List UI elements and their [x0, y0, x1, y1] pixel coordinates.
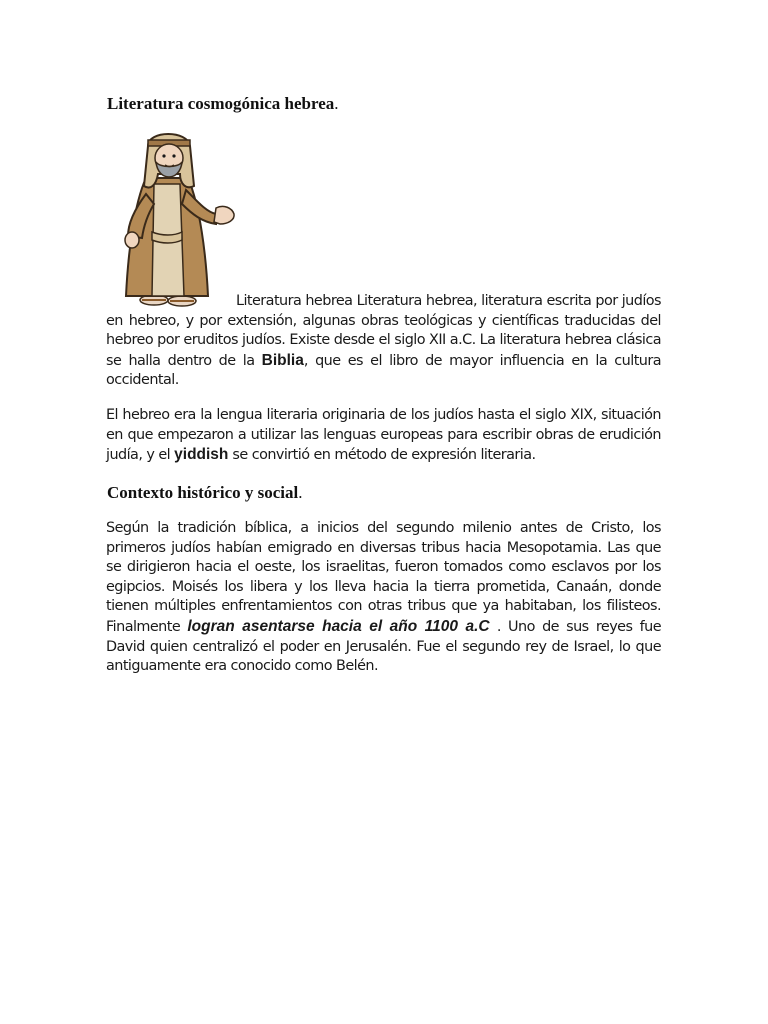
- section-heading-period: .: [334, 94, 339, 113]
- hebrew-man-illustration-icon: [116, 124, 240, 310]
- bold-italic-phrase: logran asentarse hacia el año 1100 a.C: [187, 617, 490, 635]
- paragraph-hebreo-lengua: [106, 406, 661, 466]
- section-heading-literatura: [107, 94, 339, 114]
- section-heading-period: .: [298, 483, 303, 502]
- paragraph-text: Literatura hebrea Literatura hebrea, literatura escrita por judíos en hebreo, y por extensión, algunas obras teológicas y científicas traducidas del hebreo por eruditos judíos. Existe desde el siglo XII a.C. La literatura hebrea clásica se halla dentro de la: [106, 293, 661, 369]
- paragraph-text: El hebreo era la lengua literaria originaria de los judíos hasta el siglo XIX, situación en que empezaron a utilizar las lenguas europeas para escribir obras de erudición judía, y el: [106, 407, 661, 464]
- paragraph-text: . Uno de sus reyes fue David quien centralizó el poder en Jerusalén. Fue el segundo rey de Israel, lo que antiguamente era conocido como Belén.: [106, 618, 662, 675]
- section-heading-contexto: [107, 483, 302, 503]
- bold-term-biblia: Biblia: [261, 351, 304, 369]
- paragraph-literatura-hebrea: [106, 292, 661, 391]
- paragraph-contexto-historico: [106, 519, 661, 677]
- section-heading-text: Contexto histórico y social: [107, 483, 299, 502]
- paragraph-text: se convirtió en método de expresión literaria.: [228, 447, 536, 464]
- paragraph-text: , que es el libro de mayor influencia en la cultura occidental.: [106, 352, 661, 389]
- section-heading-text: Literatura cosmogónica hebrea: [107, 94, 335, 113]
- bold-term-yiddish: yiddish: [174, 446, 229, 464]
- paragraph-text: Según la tradición bíblica, a inicios del segundo milenio antes de Cristo, los primeros judíos habían emigrado en diversas tribus hacia Mesopotamia. Las que se dirigieron hacia el oeste, los israelitas, fueron tomados como esclavos por los egipcios. Moisés los libera y los lleva hacia la tierra prometida, Canaán, donde tienen múltiples enfrentamientos con otras tribus que ya habitaban, los filisteos. Finalmente: [106, 520, 661, 635]
